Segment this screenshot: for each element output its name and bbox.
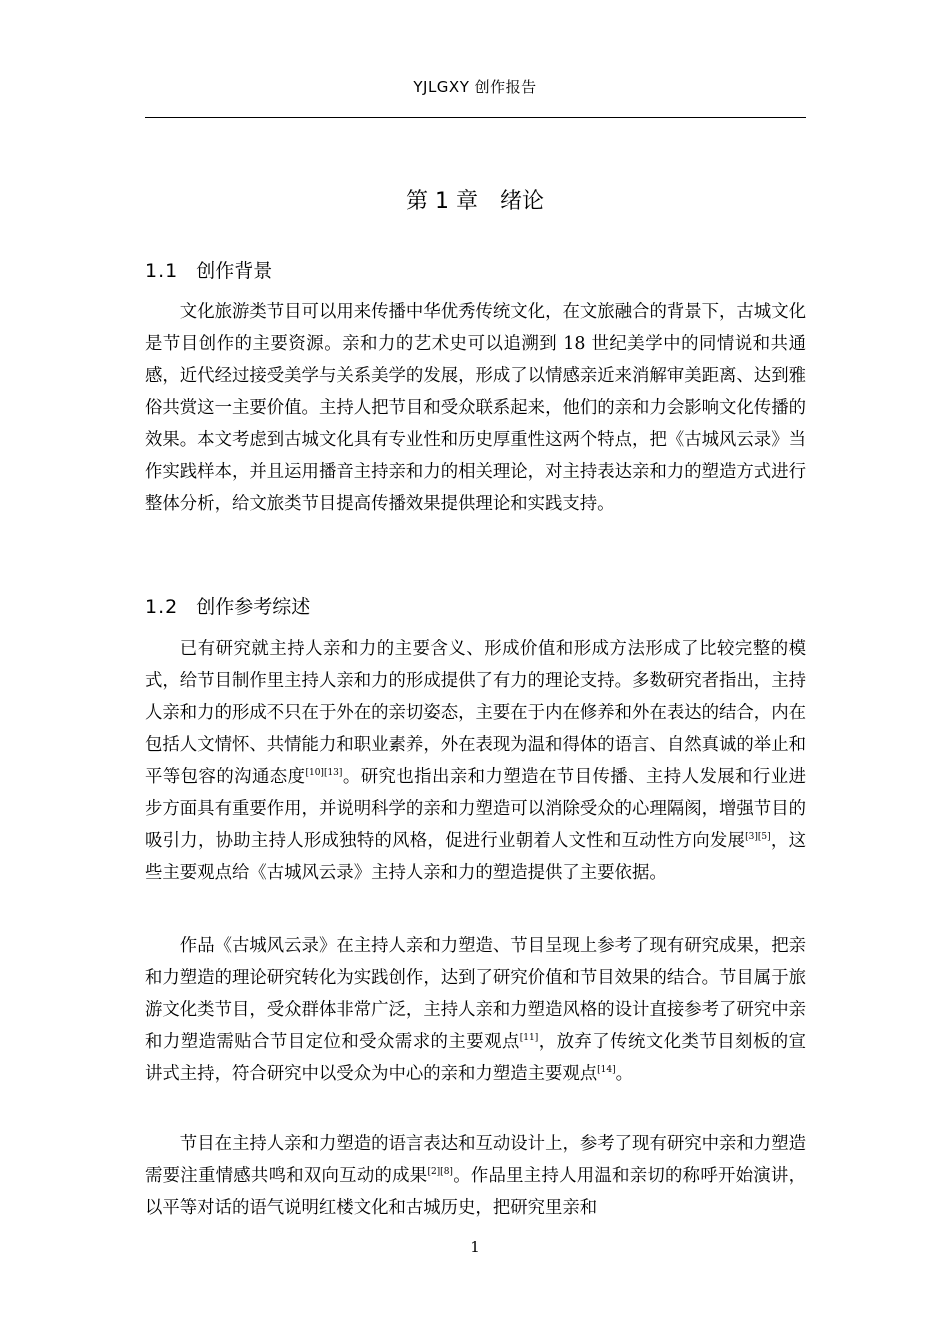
paragraph-text: 已有研究就主持人亲和力的主要含义、形成价值和形成方法形成了比较完整的模式，给节目制作里主持人亲和力的形成提供了有力的理论支持。多数研究者指出，主持人亲和力的形成不只在于外在的亲切姿态，主要在于内在修养和外在表达的结合，内在包括人文情怀、共情能力和职业素养，外在表现为温和得体的语言、自然真诚的举止和平等包容的沟通态度 xyxy=(145,639,806,787)
section-title: 创作参考综述 xyxy=(196,596,311,618)
paragraph-background: 文化旅游类节目可以用来传播中华优秀传统文化，在文旅融合的背景下，古城文化是节目创作的主要资源。亲和力的艺术史可以追溯到 18 世纪美学中的同情说和共通感，近代经过接受美学与关系美学的发展，形成了以情感亲近来消解审美距离、达到雅俗共赏这一主要价值。主持人把节目和受众联系起来，他们的亲和力会影响文化传播的效果。本文考虑到古城文化具有专业性和历史厚重性这两个特点，把《古城风云录》当作实践样本，并且运用播音主持亲和力的相关理论，对主持表达亲和力的塑造方式进行整体分析，给文旅类节目提高传播效果提供理论和实践支持。 xyxy=(145,302,806,514)
section-title: 创作背景 xyxy=(196,260,273,282)
paragraph-review-2 xyxy=(145,930,806,1090)
paragraph-text: 作品《古城风云录》在主持人亲和力塑造、节目呈现上参考了现有研究成果，把亲和力塑造的理论研究转化为实践创作，达到了研究价值和节目效果的结合。节目属于旅游文化类节目，受众群体非常广泛，主持人亲和力塑造风格的设计直接参考了研究中亲和力塑造需贴合节目定位和受众需求的主要观点 xyxy=(145,936,806,1052)
page-number: 1 xyxy=(470,1238,480,1256)
paragraph-review-3 xyxy=(145,1128,806,1224)
paragraph-text: 节目在主持人亲和力塑造的语言表达和互动设计上，参考了现有研究中亲和力塑造需要注重情感共鸣和双向互动的成果 xyxy=(145,1134,806,1186)
chapter-title: 第 1 章 绪论 xyxy=(406,189,544,214)
paragraph-text: 。 xyxy=(615,1064,634,1084)
paragraph-review-1 xyxy=(145,633,806,889)
paragraph-text: 。研究也指出亲和力塑造在节目传播、主持人发展和行业进步方面具有重要作用，并说明科学的亲和力塑造可以消除受众的心理隔阂，增强节目的吸引力，协助主持人形成独特的风格，促进行业朝着人文性和互动性方向发展 xyxy=(145,767,806,851)
section-number: 1.2 xyxy=(145,596,179,618)
citation-ref: [3][5] xyxy=(745,832,771,842)
section-heading-1-2 xyxy=(145,592,310,619)
section-heading-1-1 xyxy=(145,256,272,283)
section-number: 1.1 xyxy=(145,260,179,282)
paragraph-text: ，放弃了传统文化类节目刻板的宣讲式主持，符合研究中以受众为中心的亲和力塑造主要观点 xyxy=(145,1032,806,1084)
citation-ref: [14] xyxy=(597,1065,616,1075)
citation-ref: [2][8] xyxy=(427,1167,453,1177)
paragraph-text: 。作品里主持人用温和亲切的称呼开始演讲，以平等对话的语气说明红楼文化和古城历史，把研究里亲和 xyxy=(145,1166,806,1218)
paragraph-text: ，这些主要观点给《古城风云录》主持人亲和力的塑造提供了主要依据。 xyxy=(145,831,806,883)
citation-ref: [10][13] xyxy=(305,768,343,778)
running-header: YJLGXY 创作报告 xyxy=(413,78,537,96)
header-divider xyxy=(145,117,806,118)
citation-ref: [11] xyxy=(519,1033,539,1043)
